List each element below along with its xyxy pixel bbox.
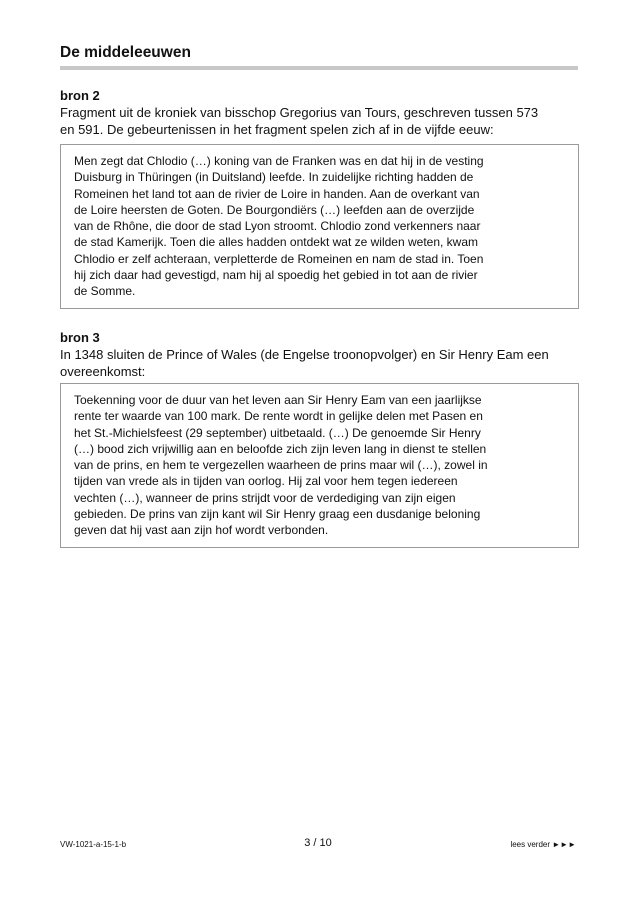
- page-title: De middeleeuwen: [60, 44, 191, 61]
- quote-line: hij zich daar had gevestigd, nam hij al spoedig het gebied in tot aan de rivier: [74, 268, 478, 283]
- quote-line: gebieden. De prins van zijn kant wil Sir Henry graag een dusdanige beloning: [74, 507, 481, 522]
- quote-line: rente ter waarde van 100 mark. De rente wordt in gelijke delen met Pasen en: [74, 409, 483, 424]
- intro-line: Fragment uit de kroniek van bisschop Gregorius van Tours, geschreven tussen 573: [60, 105, 539, 120]
- quote-line: Romeinen het land tot aan de rivier de Loire in handen. Aan de overkant van: [74, 186, 480, 201]
- quote-line: van de Rhône, die door de stad Lyon stroomt. Chlodio zond verkenners naar: [74, 219, 481, 234]
- header-divider: [60, 66, 578, 70]
- quote-line: Duisburg in Thüringen (in Duitsland) leefde. In zuidelijke richting hadden de: [74, 170, 474, 185]
- source-2-quote-box: [60, 144, 579, 309]
- source-2-label: bron 2: [60, 88, 100, 103]
- quote-line: het St.-Michielsfeest (29 september) uitbetaald. (…) De genoemde Sir Henry: [74, 425, 481, 440]
- source-2-intro: [60, 104, 580, 138]
- quote-line: Men zegt dat Chlodio (…) koning van de Franken was en dat hij in de vesting: [74, 154, 484, 168]
- footer-continue-note: lees verder ►►►: [510, 840, 576, 849]
- source-3-quote-box: [60, 383, 579, 548]
- quote-line: de Loire heersten de Goten. De Bourgondiërs (…) leefden aan de overzijde: [74, 202, 475, 217]
- source-3-intro: [60, 346, 580, 380]
- quote-line: de stad Kamerijk. Toen die alles hadden ontdekt wat ze wilden weten, kwam: [74, 235, 479, 250]
- quote-line: Toekenning voor de duur van het leven aan Sir Henry Eam van een jaarlijkse: [74, 393, 482, 407]
- intro-line: overeenkomst:: [60, 364, 146, 379]
- quote-line: van de prins, en hem te vergezellen waarheen de prins maar wil (…), zowel in: [74, 458, 488, 473]
- quote-line: Chlodio er zelf achteraan, verpletterde de Romeinen en nam de stad in. Toen: [74, 251, 484, 266]
- quote-line: tijden van vrede als in tijden van oorlog. Hij zal voor hem tegen iedereen: [74, 474, 458, 489]
- quote-line: vechten (…), wanneer de prins strijdt voor de verdediging van zijn eigen: [74, 490, 456, 505]
- footer-exam-code: VW-1021-a-15-1-b: [60, 840, 127, 849]
- source-3-label: bron 3: [60, 330, 100, 345]
- quote-line: (…) bood zich vrijwillig aan en beloofde zich zijn leven lang in dienst te stellen: [74, 441, 487, 456]
- intro-line: en 591. De gebeurtenissen in het fragment spelen zich af in de vijfde eeuw:: [60, 122, 494, 137]
- quote-line: geven dat hij vast aan zijn hof wordt verbonden.: [74, 523, 329, 538]
- intro-line: In 1348 sluiten de Prince of Wales (de Engelse troonopvolger) en Sir Henry Eam een: [60, 347, 549, 362]
- quote-line: de Somme.: [74, 284, 136, 299]
- footer-page-number: 3 / 10: [304, 837, 332, 849]
